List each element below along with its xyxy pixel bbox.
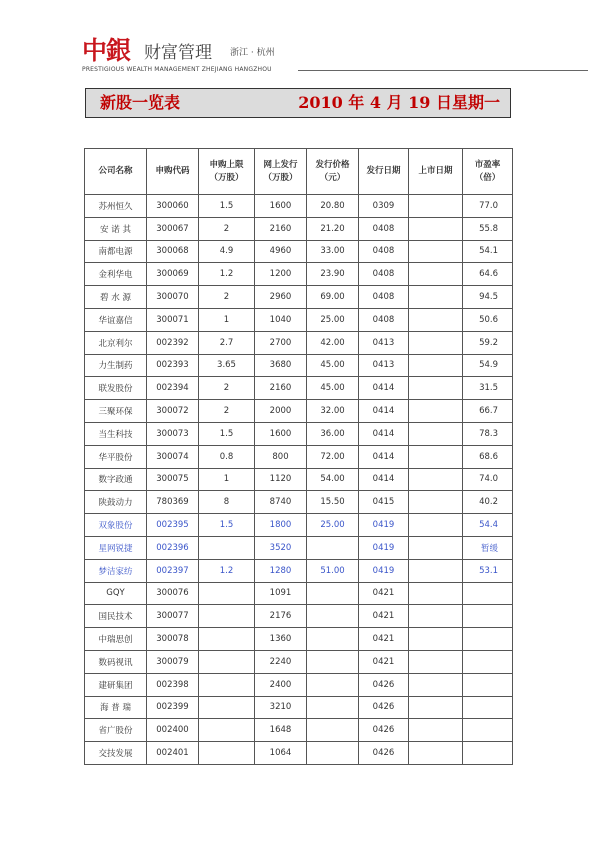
table-cell-issue: 0419 bbox=[359, 514, 409, 537]
table-row bbox=[85, 582, 513, 605]
table-cell-pe: 78.3 bbox=[463, 422, 513, 445]
table-cell-code: 300078 bbox=[147, 628, 199, 651]
table-row bbox=[85, 742, 513, 765]
table-cell-online: 1091 bbox=[255, 582, 307, 605]
table-row bbox=[85, 331, 513, 354]
table-cell-list bbox=[409, 582, 463, 605]
table-cell-name: 力生制药 bbox=[85, 354, 147, 377]
table-cell-list bbox=[409, 742, 463, 765]
table-cell-issue: 0419 bbox=[359, 559, 409, 582]
table-cell-name: 交技发展 bbox=[85, 742, 147, 765]
table-cell-list bbox=[409, 628, 463, 651]
table-row bbox=[85, 217, 513, 240]
page-date: 2010 年 4 月 19 日星期一 bbox=[298, 93, 500, 112]
table-cell-code: 300068 bbox=[147, 240, 199, 263]
table-cell-name: 中瑞思创 bbox=[85, 628, 147, 651]
table-cell-online: 1360 bbox=[255, 628, 307, 651]
table-cell-online: 4960 bbox=[255, 240, 307, 263]
col-header: 市盈率 （倍） bbox=[463, 149, 513, 195]
table-row bbox=[85, 719, 513, 742]
table-cell-code: 002397 bbox=[147, 559, 199, 582]
table-cell-name: 数字政通 bbox=[85, 468, 147, 491]
table-cell-list bbox=[409, 331, 463, 354]
table-cell-pe: 59.2 bbox=[463, 331, 513, 354]
table-row bbox=[85, 536, 513, 559]
table-row bbox=[85, 445, 513, 468]
table-row bbox=[85, 514, 513, 537]
table-cell-online: 3210 bbox=[255, 696, 307, 719]
table-row bbox=[85, 696, 513, 719]
table-cell-limit bbox=[199, 582, 255, 605]
table-cell-issue: 0414 bbox=[359, 400, 409, 423]
table-cell-issue: 0426 bbox=[359, 719, 409, 742]
table-cell-name: 南都电源 bbox=[85, 240, 147, 263]
brand-name: 财富管理 bbox=[144, 43, 212, 63]
table-cell-issue: 0408 bbox=[359, 217, 409, 240]
table-cell-limit: 1.5 bbox=[199, 195, 255, 218]
table-row bbox=[85, 195, 513, 218]
table-cell-code: 300075 bbox=[147, 468, 199, 491]
table-cell-name: 安 诺 其 bbox=[85, 217, 147, 240]
table-cell-online: 1120 bbox=[255, 468, 307, 491]
table-cell-code: 002393 bbox=[147, 354, 199, 377]
table-row bbox=[85, 628, 513, 651]
table-cell-pe: 55.8 bbox=[463, 217, 513, 240]
table-cell-price bbox=[307, 719, 359, 742]
col-header: 申购上限 （万股） bbox=[199, 149, 255, 195]
table-cell-code: 300072 bbox=[147, 400, 199, 423]
table-cell-price: 23.90 bbox=[307, 263, 359, 286]
table-cell-list bbox=[409, 468, 463, 491]
table-cell-name: 华平股份 bbox=[85, 445, 147, 468]
table-cell-price bbox=[307, 650, 359, 673]
table-cell-online: 2160 bbox=[255, 217, 307, 240]
table-cell-name: 当生科技 bbox=[85, 422, 147, 445]
table-cell-limit: 1 bbox=[199, 468, 255, 491]
table-cell-online: 2000 bbox=[255, 400, 307, 423]
table-cell-price bbox=[307, 536, 359, 559]
table-cell-limit bbox=[199, 650, 255, 673]
table-cell-code: 002398 bbox=[147, 673, 199, 696]
table-row bbox=[85, 422, 513, 445]
table-cell-name: 联发股份 bbox=[85, 377, 147, 400]
table-cell-pe: 54.4 bbox=[463, 514, 513, 537]
table-cell-name: 海 普 瑞 bbox=[85, 696, 147, 719]
table-cell-online: 1648 bbox=[255, 719, 307, 742]
table-cell-code: 002394 bbox=[147, 377, 199, 400]
table-cell-code: 300077 bbox=[147, 605, 199, 628]
table-cell-code: 002401 bbox=[147, 742, 199, 765]
table-cell-online: 1600 bbox=[255, 195, 307, 218]
table-cell-name: 数码视讯 bbox=[85, 650, 147, 673]
table-cell-name: 三聚环保 bbox=[85, 400, 147, 423]
table-cell-code: 002396 bbox=[147, 536, 199, 559]
table-row bbox=[85, 673, 513, 696]
table-row bbox=[85, 240, 513, 263]
table-cell-name: GQY bbox=[85, 582, 147, 605]
table-cell-issue: 0408 bbox=[359, 240, 409, 263]
table-cell-list bbox=[409, 491, 463, 514]
table-cell-limit: 2 bbox=[199, 400, 255, 423]
table-cell-pe: 31.5 bbox=[463, 377, 513, 400]
table-cell-price bbox=[307, 696, 359, 719]
table-header-row bbox=[85, 149, 513, 195]
table-cell-price: 21.20 bbox=[307, 217, 359, 240]
table-cell-limit bbox=[199, 605, 255, 628]
table-cell-list bbox=[409, 605, 463, 628]
table-cell-limit: 1.5 bbox=[199, 514, 255, 537]
table-body bbox=[85, 195, 513, 765]
table-cell-online: 1600 bbox=[255, 422, 307, 445]
table-cell-limit bbox=[199, 628, 255, 651]
table-cell-list bbox=[409, 650, 463, 673]
table-cell-price: 42.00 bbox=[307, 331, 359, 354]
brand-region: 浙江 · 杭州 bbox=[230, 48, 275, 58]
table-cell-pe: 66.7 bbox=[463, 400, 513, 423]
table-cell-pe: 暂缓 bbox=[463, 536, 513, 559]
table-cell-issue: 0408 bbox=[359, 308, 409, 331]
table-cell-limit: 1 bbox=[199, 308, 255, 331]
bank-logo: 中銀 bbox=[82, 36, 131, 65]
table-cell-online: 3680 bbox=[255, 354, 307, 377]
col-header: 上市日期 bbox=[409, 149, 463, 195]
table-cell-issue: 0414 bbox=[359, 468, 409, 491]
header-rule bbox=[298, 70, 588, 71]
table-cell-issue: 0426 bbox=[359, 742, 409, 765]
col-header: 网上发行 （万股） bbox=[255, 149, 307, 195]
table-row bbox=[85, 605, 513, 628]
table-cell-price: 69.00 bbox=[307, 286, 359, 309]
table-cell-price bbox=[307, 605, 359, 628]
table-cell-list bbox=[409, 308, 463, 331]
table-cell-limit: 2 bbox=[199, 377, 255, 400]
table-cell-limit bbox=[199, 696, 255, 719]
table-cell-limit: 8 bbox=[199, 491, 255, 514]
table-cell-online: 1280 bbox=[255, 559, 307, 582]
brand-header bbox=[82, 36, 522, 78]
table-cell-code: 780369 bbox=[147, 491, 199, 514]
table-cell-price bbox=[307, 628, 359, 651]
table-cell-pe: 40.2 bbox=[463, 491, 513, 514]
table-cell-name: 建研集团 bbox=[85, 673, 147, 696]
table-cell-list bbox=[409, 696, 463, 719]
table-cell-limit bbox=[199, 719, 255, 742]
table-cell-price: 25.00 bbox=[307, 308, 359, 331]
table-cell-online: 2960 bbox=[255, 286, 307, 309]
table-cell-issue: 0415 bbox=[359, 491, 409, 514]
table-cell-price: 15.50 bbox=[307, 491, 359, 514]
table-cell-issue: 0408 bbox=[359, 286, 409, 309]
brand-english: PRESTIGIOUS WEALTH MANAGEMENT ZHEJIANG HANGZHOU bbox=[82, 66, 272, 73]
table-cell-name: 碧 水 源 bbox=[85, 286, 147, 309]
new-stock-table bbox=[84, 148, 513, 765]
table-cell-code: 002399 bbox=[147, 696, 199, 719]
table-cell-list bbox=[409, 536, 463, 559]
table-cell-issue: 0426 bbox=[359, 673, 409, 696]
table-row bbox=[85, 468, 513, 491]
table-cell-name: 金利华电 bbox=[85, 263, 147, 286]
table-cell-list bbox=[409, 286, 463, 309]
table-cell-code: 300060 bbox=[147, 195, 199, 218]
table-cell-list bbox=[409, 354, 463, 377]
table-cell-issue: 0419 bbox=[359, 536, 409, 559]
table-cell-pe bbox=[463, 628, 513, 651]
table-cell-list bbox=[409, 217, 463, 240]
table-cell-limit: 0.8 bbox=[199, 445, 255, 468]
table-cell-pe bbox=[463, 605, 513, 628]
table-row bbox=[85, 400, 513, 423]
table-cell-price: 33.00 bbox=[307, 240, 359, 263]
col-header: 发行日期 bbox=[359, 149, 409, 195]
table-cell-pe: 77.0 bbox=[463, 195, 513, 218]
table-cell-issue: 0426 bbox=[359, 696, 409, 719]
table-cell-price: 20.80 bbox=[307, 195, 359, 218]
table-cell-online: 3520 bbox=[255, 536, 307, 559]
table-cell-limit: 4.9 bbox=[199, 240, 255, 263]
table-cell-pe bbox=[463, 719, 513, 742]
table-cell-online: 2176 bbox=[255, 605, 307, 628]
table-cell-limit: 2 bbox=[199, 217, 255, 240]
table-row bbox=[85, 263, 513, 286]
table-cell-code: 002395 bbox=[147, 514, 199, 537]
table-cell-issue: 0414 bbox=[359, 422, 409, 445]
table-cell-issue: 0421 bbox=[359, 650, 409, 673]
table-cell-limit: 1.2 bbox=[199, 263, 255, 286]
page-title: 新股一览表 bbox=[100, 93, 181, 112]
table-cell-issue: 0413 bbox=[359, 331, 409, 354]
table-cell-code: 300069 bbox=[147, 263, 199, 286]
table-row bbox=[85, 308, 513, 331]
table-cell-pe bbox=[463, 696, 513, 719]
table-cell-limit bbox=[199, 673, 255, 696]
table-cell-code: 300073 bbox=[147, 422, 199, 445]
table-row bbox=[85, 354, 513, 377]
table-cell-online: 1064 bbox=[255, 742, 307, 765]
table-cell-pe bbox=[463, 650, 513, 673]
col-header: 公司名称 bbox=[85, 149, 147, 195]
table-cell-limit: 3.65 bbox=[199, 354, 255, 377]
table-cell-pe: 68.6 bbox=[463, 445, 513, 468]
table-cell-name: 陕鼓动力 bbox=[85, 491, 147, 514]
table-cell-list bbox=[409, 673, 463, 696]
table-cell-issue: 0414 bbox=[359, 377, 409, 400]
table-cell-list bbox=[409, 422, 463, 445]
table-cell-price: 45.00 bbox=[307, 354, 359, 377]
table-cell-price: 72.00 bbox=[307, 445, 359, 468]
table-cell-issue: 0421 bbox=[359, 605, 409, 628]
table-cell-online: 2700 bbox=[255, 331, 307, 354]
table-cell-price bbox=[307, 582, 359, 605]
table-cell-pe bbox=[463, 582, 513, 605]
col-header: 申购代码 bbox=[147, 149, 199, 195]
table-cell-limit bbox=[199, 536, 255, 559]
table-cell-price: 51.00 bbox=[307, 559, 359, 582]
table-row bbox=[85, 286, 513, 309]
table-cell-name: 双象股份 bbox=[85, 514, 147, 537]
table-cell-list bbox=[409, 559, 463, 582]
table-cell-list bbox=[409, 719, 463, 742]
col-header: 发行价格 （元） bbox=[307, 149, 359, 195]
table-cell-price: 32.00 bbox=[307, 400, 359, 423]
table-cell-list bbox=[409, 195, 463, 218]
table-row bbox=[85, 377, 513, 400]
table-cell-code: 300074 bbox=[147, 445, 199, 468]
table-cell-price: 36.00 bbox=[307, 422, 359, 445]
table-cell-issue: 0421 bbox=[359, 582, 409, 605]
table-cell-issue: 0309 bbox=[359, 195, 409, 218]
table-cell-pe bbox=[463, 673, 513, 696]
table-cell-name: 苏州恒久 bbox=[85, 195, 147, 218]
table-cell-online: 1800 bbox=[255, 514, 307, 537]
table-cell-name: 北京利尔 bbox=[85, 331, 147, 354]
table-cell-online: 8740 bbox=[255, 491, 307, 514]
table-cell-limit: 2 bbox=[199, 286, 255, 309]
table-cell-list bbox=[409, 263, 463, 286]
table-cell-code: 300076 bbox=[147, 582, 199, 605]
table-cell-online: 2400 bbox=[255, 673, 307, 696]
table-cell-name: 华谊嘉信 bbox=[85, 308, 147, 331]
table-cell-code: 300067 bbox=[147, 217, 199, 240]
table-cell-online: 1040 bbox=[255, 308, 307, 331]
table-cell-issue: 0408 bbox=[359, 263, 409, 286]
table-row bbox=[85, 650, 513, 673]
table-cell-name: 国民技术 bbox=[85, 605, 147, 628]
table-cell-list bbox=[409, 514, 463, 537]
table-cell-name: 梦洁家纺 bbox=[85, 559, 147, 582]
table-cell-issue: 0413 bbox=[359, 354, 409, 377]
table-cell-limit bbox=[199, 742, 255, 765]
table-cell-code: 300070 bbox=[147, 286, 199, 309]
table-cell-issue: 0414 bbox=[359, 445, 409, 468]
title-banner bbox=[85, 88, 511, 118]
table-cell-code: 300079 bbox=[147, 650, 199, 673]
table-row bbox=[85, 559, 513, 582]
table-cell-name: 省广股份 bbox=[85, 719, 147, 742]
table-cell-price: 45.00 bbox=[307, 377, 359, 400]
table-cell-pe: 54.1 bbox=[463, 240, 513, 263]
table-cell-code: 300071 bbox=[147, 308, 199, 331]
table-cell-list bbox=[409, 377, 463, 400]
table-cell-code: 002392 bbox=[147, 331, 199, 354]
table-cell-online: 2160 bbox=[255, 377, 307, 400]
table-cell-pe: 53.1 bbox=[463, 559, 513, 582]
table-cell-name: 星网锐捷 bbox=[85, 536, 147, 559]
table-cell-pe: 64.6 bbox=[463, 263, 513, 286]
table-cell-price: 54.00 bbox=[307, 468, 359, 491]
table-cell-pe: 54.9 bbox=[463, 354, 513, 377]
table-cell-list bbox=[409, 240, 463, 263]
table-cell-list bbox=[409, 400, 463, 423]
table-cell-price bbox=[307, 742, 359, 765]
table-cell-list bbox=[409, 445, 463, 468]
table-cell-pe bbox=[463, 742, 513, 765]
table-cell-limit: 1.5 bbox=[199, 422, 255, 445]
table-cell-price: 25.00 bbox=[307, 514, 359, 537]
table-cell-issue: 0421 bbox=[359, 628, 409, 651]
table-cell-pe: 74.0 bbox=[463, 468, 513, 491]
table-cell-pe: 94.5 bbox=[463, 286, 513, 309]
table-cell-online: 2240 bbox=[255, 650, 307, 673]
table-cell-limit: 2.7 bbox=[199, 331, 255, 354]
table-cell-price bbox=[307, 673, 359, 696]
table-row bbox=[85, 491, 513, 514]
table-cell-limit: 1.2 bbox=[199, 559, 255, 582]
table-cell-online: 1200 bbox=[255, 263, 307, 286]
table-cell-pe: 50.6 bbox=[463, 308, 513, 331]
table-cell-code: 002400 bbox=[147, 719, 199, 742]
table-cell-online: 800 bbox=[255, 445, 307, 468]
